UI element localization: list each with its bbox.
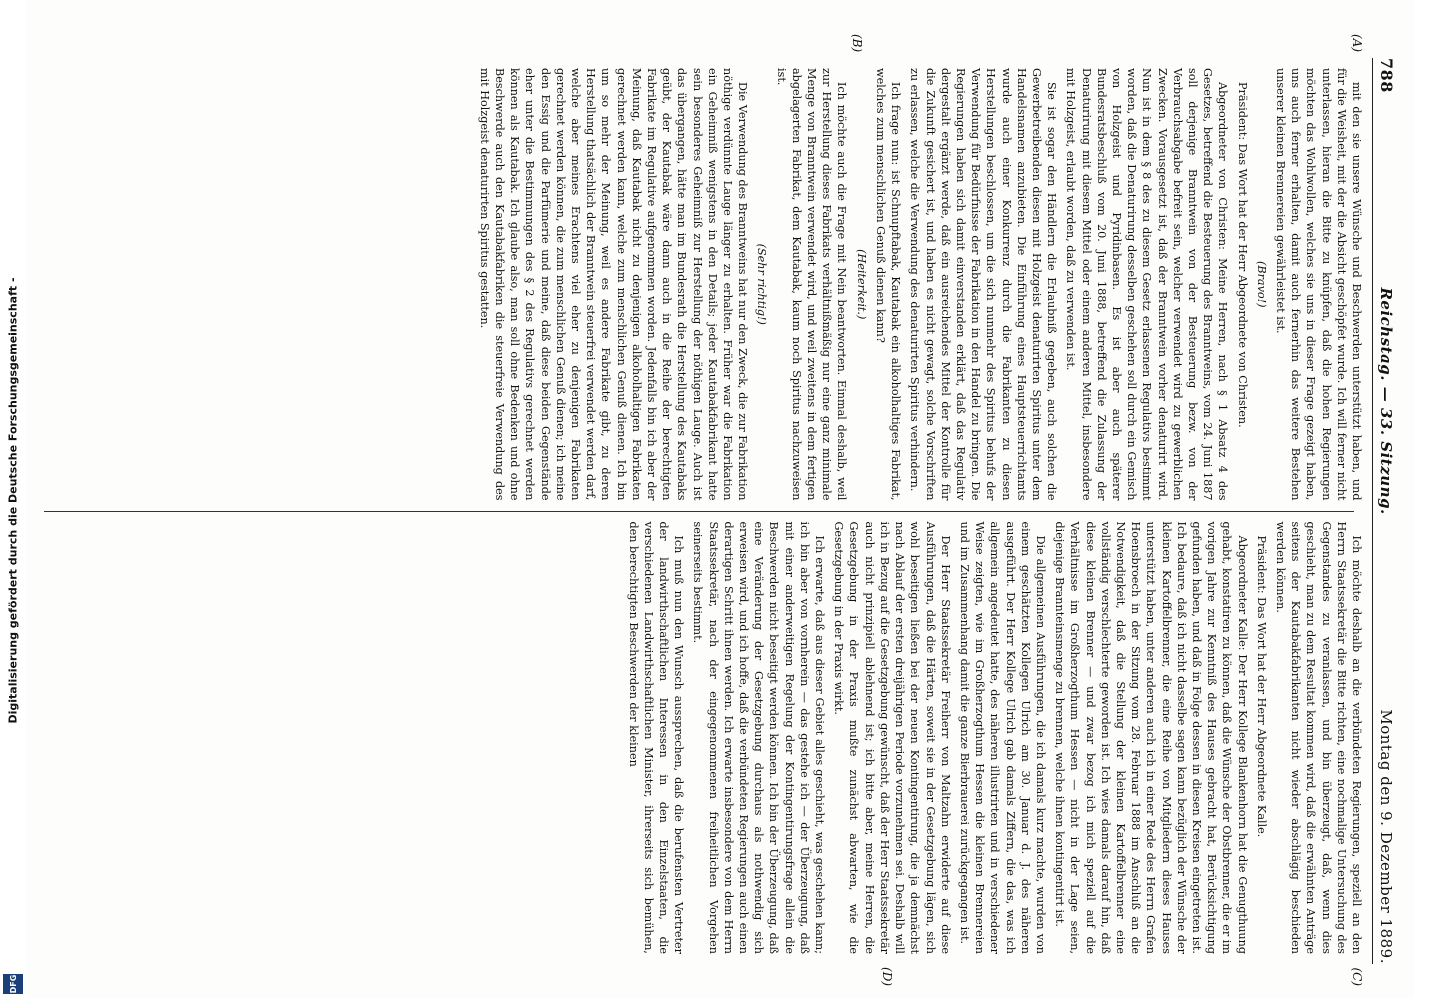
margin-marker-b: (B) [850, 34, 864, 53]
paragraph: Ich möchte auch die Frage mit Nein beantworten. Einmal deshalb, weil zur Herstellung dieses Fabrikats verhältnißmäßig nur eine ganz minimale Menge von Branntwein verwendet wird, und weil zweitens in dem fertigen abgelagerten Fabrikat, dem Kautabak, kaum noch Spiritus nachzuweisen ist. [774, 68, 849, 501]
interjection: (Heiterkeit.) [854, 249, 868, 320]
header-date: Montag den 9. Dezember 1889. [1377, 709, 1395, 964]
page-header [1372, 58, 1396, 964]
digitization-credit [0, 0, 26, 1000]
paragraph: Ich muß nun den Wunsch aussprechen, daß die berufensten Vertreter der landwirthschaftlichen Interessen in den Einzelstaaten, die verschiedenen Landwirthschaftlichen Minister, ihrerseits sich bemühen, den berechtigten Beschwerden der kleinen [626, 521, 686, 954]
interjection: (Sehr richtig!) [755, 243, 769, 325]
paragraph: mit den sie unsere Wünsche und Beschwerden unterstützt haben, und für die Weisheit, mit der die Absicht geschöpfet wurde. Ich will ferner nicht unterlassen, hieran die Bitte zu knüpfen, daß die hohen Regierungen möchten das Wohlwollen, welches sie uns in dieser Frage gezeigt haben, uns auch ferner erhalten, damit auch fernerhin das weitere Bestehen unserer kleinen Brennereien gewährleistet ist. [1273, 68, 1363, 501]
paragraph: Ich frage nun: ist Schnupftabak, Kautabak ein alkoholhaltiges Fabrikat, welches zum menschlichen Genuß dienen kann? [873, 68, 903, 501]
right-column [44, 512, 1364, 986]
left-column [44, 34, 1364, 511]
paragraph: Der Herr Staatssekretär Freiherr von Maltzahn erwiderte auf diese Ausführungen, daß die Härten, soweit sie in der Gesetzgebung lägen, sich wohl beseitigen ließen bei der neuen Kontingentirung, die ja demnächst nach Ablauf der ersten dreijährigen Periode vorzunehmen sei. Deshalb will ich in Bezug auf die Gesetzgebung gewünscht, daß der Herr Staatssekretär auch nicht prinzipiell ablehnend ist; ich bitte aber, meine Herren, die Gesetzgebung in der Praxis mußte zunächst abwarten, wie die Gesetzgebung in der Praxis wirkt. [832, 521, 952, 954]
paragraph: Abgeordneter von Christen: Meine Herren, nach § 1 Absatz 4 des Gesetzes, betreffend die Besteuerung des Branntweins, vom 24. Juni 1887 soll derjenige Branntwein von der Besteuerung bezw. von der Verbrauchsabgabe befreit sein, welcher verwendet wird zu gewerblichen Zwecken. Vorausgesetzt ist, daß der Branntwein vorher denaturirt wird. Nun ist in dem § 8 des zu diesem Gesetz erlassenen Regulativs bestimmt worden, daß die Denaturirung desselben geschehen soll durch ein Gemisch von Holzgeist und Pyridinbasen. Es ist aber auch späterer Bundesratsbeschluß vom 20. Juni 1888, betreffend die Zulassung der Denaturirung mit diesem Mittel oder einem anderen Mittel, insbesondere mit Holzgeist, erlaubt worden, daß zu verwenden ist. [1064, 68, 1230, 501]
text-columns [44, 34, 1364, 986]
rotated-page [14, 0, 1414, 998]
paragraph: Die allgemeinen Ausführungen, die ich damals kurz machte, wurden von einem geschätzten Kollegen Ulrich am 30. Januar d. J. des näheren ausgeführt. Der Herr Kollege Ulrich gab damals Ziffern, die das, was ich allgemein angedeutet hatte, des näheren illustrirten und in verschiedener Weise zeigten, wie im Großherzogthum Hessen die kleinen Brennereien und im Zusammenhang damit die ganze Bierbrauerei zurückgegangen ist. [957, 521, 1047, 954]
paragraph: Präsident: Das Wort hat der Herr Abgeordnete von Christen. [1235, 82, 1249, 428]
paragraph: Abgeordneter Kalle: Der Herr Kollege Blankenhorn hat die Genugthuung gehabt, konstatiren zu können, daß die Wünsche der Obstbrenner, die er im vorigen Jahre zur Kenntniß des Hauses gebracht hat, Berücksichtigung gefunden haben, und daß in Folge dessen in diesen Kreisen eingetreten ist. Ich bedaure, daß ich nicht dasselbe sagen kann bezüglich der Wünsche der kleinen Kartoffelbrenner, die eine Reihe von Mitgliedern dieses Hauses unterstützt haben, unter anderen auch ich in einer Rede des Herrn Grafen Hoensbroech in der Sitzung vom 28. Februar 1888 im Anschluß an die Notwendigkeit, daß die Stellung der kleinen Kartoffelbrenner eine vollständig verschlechterte geworden ist. Ich wies damals darauf hin, daß diese kleinen Brenner — und zwar bezog ich mich speziell auf die Verhältnisse im Großherzogthum Hessen — nicht in der Lage seien, diejenige Brannteinsmenge zu brennen, welche ihnen kontingentirt ist. [1053, 521, 1249, 954]
margin-marker-a: (A) [1350, 34, 1364, 53]
paragraph: Präsident: Das Wort hat der Herr Abgeordnete Kalle. [1254, 535, 1268, 838]
paragraph: Ich möchte deshalb an die verbündeten Regierungen, speziell an den Herrn Staatssekretär die Bitte richten, eine nochmalige Untersuchung des Gegenstandes zu veranlassen, und bin überzeugt, daß, wenn dies geschieht, man zu dem Resultat kommen wird, daß die erwähnten Anträge seitens der Kautabakfabrikanten nicht wieder abschlägig beschieden werden können. [1273, 521, 1363, 954]
dfg-logo: DFG [3, 974, 23, 994]
page-number: 788 [1377, 58, 1396, 93]
margin-marker-c: (C) [1350, 967, 1364, 986]
paragraph: Sie ist sogar den Händlern die Erlaubniß gegeben, auch solchen die Gewerbetreibenden diesen mit Holzgeist denaturirten Spiritus unter dem Handelsnamen anzubieten. Die Einführung eines Hauptsteuerrichtamts wurde auch einer Konkurrenz durch die Fabrikanten zu diesen Herstellungen beschlossen, um die sich nunmehr des Spiritus behufs der Verwendung für Bedürfnisse der Fabrikation in den Handel zu bringen. Die Regierungen haben sich damit einverstanden erklärt, daß das Regulativ dergestalt ergänzt werde, daß ein ausreichendes Mittel der Kontrolle für die Zukunft gesichert ist, und haben es nicht gewagt, solche Vorschriften zu erlassen, welche die Verwendung des denaturirten Spiritus verhindern. [908, 68, 1059, 501]
header-title: Reichstag. — 33. Sitzung. [1377, 287, 1395, 515]
paragraph: Ich erwarte, daß aus dieser Gebiet alles geschieht, was geschehen kann; ich bin aber von vornherein — das gestehe ich — der Überzeugung, daß mit einer anderweitigen Regelung der Kontingentirungsfrage allein die Beschwerden nicht beseitigt werden können. Ich bin der Überzeugung, daß eine Veränderung der Gesetzgebung durchaus als nothwendig sich erweisen wird, und ich hoffe, daß die verbündeten Regierungen auch einen derartigen Schritt ihnen werden. Ich erwarte insbesondere von dem Herrn Staatssekretär, nach der eingegenommenen freiheitlichen Vorgehen seinerseits bestimmt. [691, 521, 827, 954]
paragraph: Die Verwendung des Branntweins hat nur den Zweck, die zur Fabrikation nöthige verdünnte Lauge länger zu erhalten. Früher war die Fabrikation ein Geheimniß wenigstens in den Details; jeder Kautabakfabrikant hatte sein besonderes Geheimniß zur Herstellung der nöthigen Lauge. Auch ist das übergangen, hätte man im Bundesrath die Herstellung des Kautabaks geübt, der Kautabak wäre dann auch in die Reihe der berechtigten Fabrikate im Regulative aufgenommen worden. Jedenfalls bin ich aber der Meinung, daß Kautabak nicht zu denjenigen alkoholhaltigen Fabrikaten gerechnet werden kann, welche zum menschlichen Genuß dienen. Ich bin um so mehr der Meinung, weil es andere Fabrikate gibt, zu deren Herstellung thatsächlich der Branntwein steuerfrei verwendet werden darf, welche aber meines Erachtens viel eher zu denjenigen Fabrikaten gerechnet werden können, die zum menschlichen Genuß dienen; ich meine den Essig und die Parfümerie und meine, daß diese beiden Gegenstände eher unter die Bestimmungen des § 2 des Regulativs gerechnet werden können als Kautabak. Ich glaube also, man soll ohne Bedenken und ohne Beschwerde auch den Kautabakfabriken die steuerfreie Verwendung des mit Holzgeist denaturirten Spiritus gestatten. [477, 68, 750, 501]
credit-text: Digitalisierung gefördert durch die Deutsche Forschungsgemeinschaft - [6, 276, 20, 724]
interjection: (Bravo!) [1254, 260, 1268, 308]
margin-marker-d: (D) [880, 967, 894, 986]
